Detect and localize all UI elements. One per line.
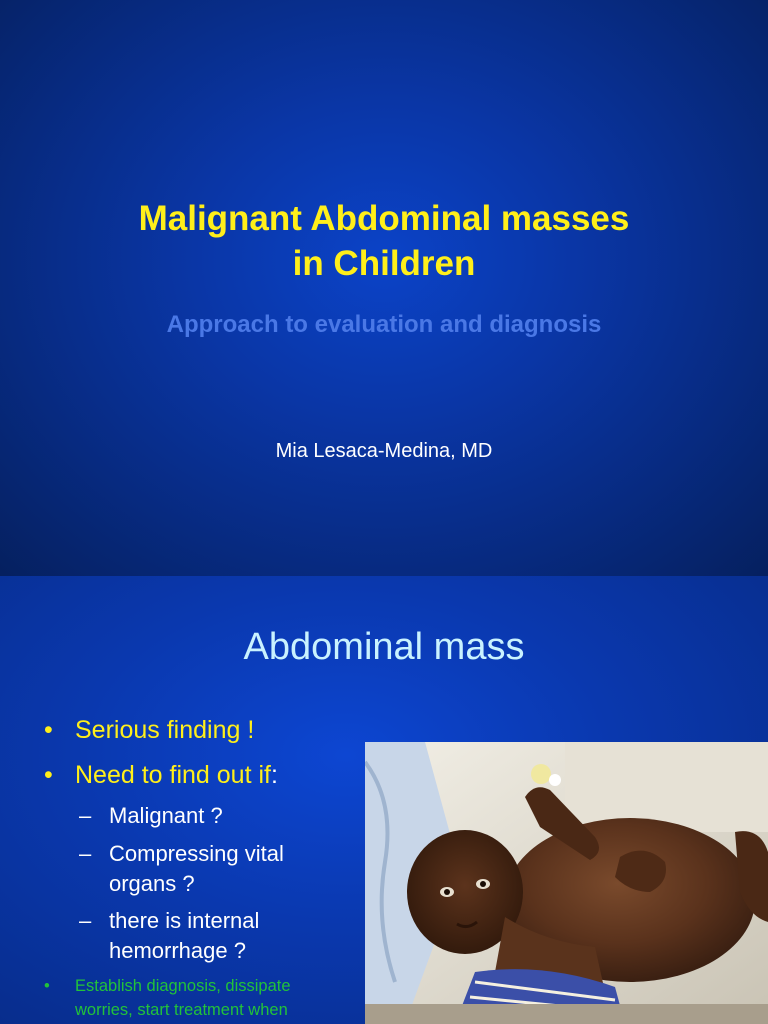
slide-title: Abdominal mass <box>243 626 525 668</box>
author-name: Mia Lesaca-Medina, MD <box>275 440 493 462</box>
dash-icon: – <box>79 908 92 933</box>
small-bullet-text-cont: worries, start treatment when <box>75 1001 288 1019</box>
slide-title-line2: in Children <box>292 244 476 283</box>
slide-title-line1: Malignant Abdominal masses <box>138 199 630 238</box>
bullet-icon: • <box>44 977 50 995</box>
small-bullet-text: Establish diagnosis, dissipate <box>75 977 291 995</box>
abdominal-mass-slide <box>0 576 768 1024</box>
sub-bullet-text-cont: hemorrhage ? <box>109 938 246 963</box>
slide-title <box>0 196 768 286</box>
patient-photo <box>365 742 768 1024</box>
sub-bullet-text: there is internal <box>109 908 260 933</box>
bullet-icon: • <box>44 761 53 789</box>
sub-bullet-text: Compressing vital <box>109 841 284 866</box>
slide-subtitle: Approach to evaluation and diagnosis <box>166 311 602 338</box>
bullet-text: Need to find out if <box>75 761 271 789</box>
bullet-text: Serious finding ! <box>75 716 255 744</box>
sub-bullet-text: Malignant ? <box>109 803 223 828</box>
dash-icon: – <box>79 841 92 866</box>
sub-bullet-text-cont: organs ? <box>109 871 195 896</box>
bullet-icon: • <box>44 716 53 744</box>
bullet-suffix: : <box>270 761 278 789</box>
dash-icon: – <box>79 803 92 828</box>
